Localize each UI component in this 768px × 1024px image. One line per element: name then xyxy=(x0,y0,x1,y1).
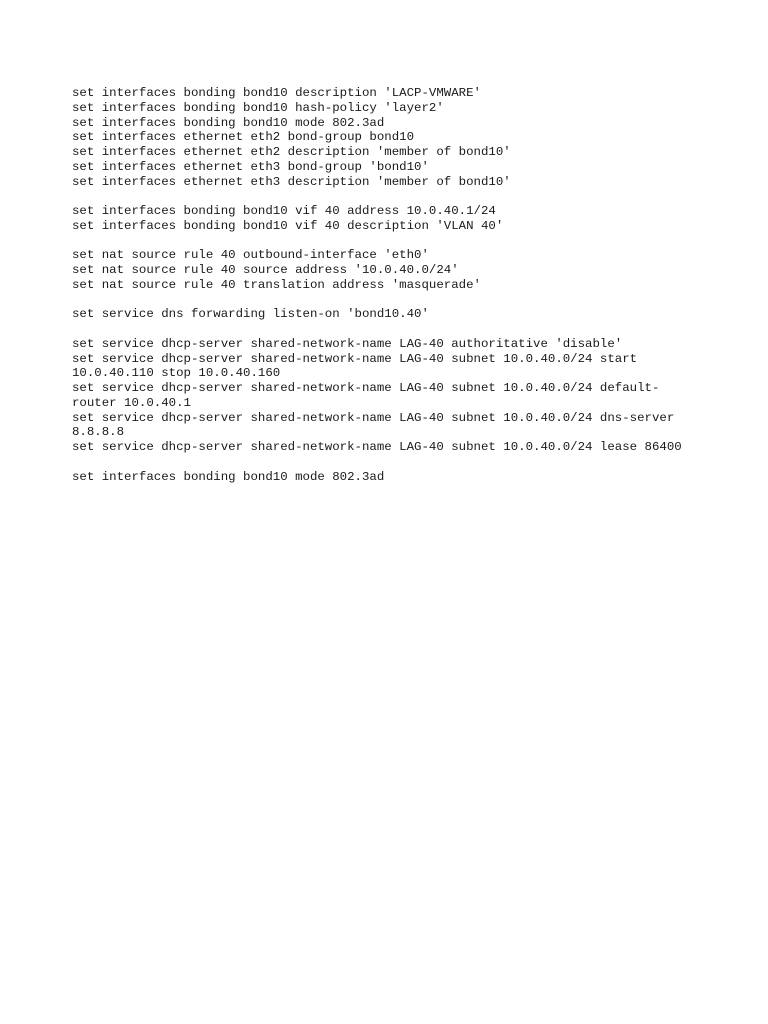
config-line: set nat source rule 40 outbound-interface 'eth0' xyxy=(72,248,429,263)
config-line: set nat source rule 40 translation address 'masquerade' xyxy=(72,277,481,292)
config-line: set interfaces bonding bond10 mode 802.3ad xyxy=(72,469,385,484)
config-line: set service dhcp-server shared-network-name LAG-40 subnet 10.0.40.0/24 dns-server xyxy=(72,410,675,425)
config-line: router 10.0.40.1 xyxy=(72,395,191,410)
nat-config-block xyxy=(72,248,696,292)
config-line: 10.0.40.110 stop 10.0.40.160 xyxy=(72,366,281,381)
config-line: set service dhcp-server shared-network-name LAG-40 authoritative 'disable' xyxy=(72,336,623,351)
config-line: set interfaces bonding bond10 hash-policy 'layer2' xyxy=(72,100,444,115)
config-line: set nat source rule 40 source address '10.0.40.0/24' xyxy=(72,263,459,277)
config-line: set service dhcp-server shared-network-name LAG-40 subnet 10.0.40.0/24 start xyxy=(72,351,638,366)
config-line: set service dhcp-server shared-network-name LAG-40 subnet 10.0.40.0/24 default- xyxy=(72,381,660,395)
dhcp-config-block xyxy=(72,337,696,455)
config-line: set interfaces ethernet eth2 description 'member of bond10' xyxy=(72,145,511,159)
config-line: set interfaces bonding bond10 mode 802.3ad xyxy=(72,115,385,130)
config-line: set interfaces bonding bond10 vif 40 description 'VLAN 40' xyxy=(72,218,504,233)
config-line: set interfaces ethernet eth3 description 'member of bond10' xyxy=(72,174,511,189)
config-line: set interfaces bonding bond10 vif 40 address 10.0.40.1/24 xyxy=(72,204,496,218)
config-line: set interfaces ethernet eth2 bond-group bond10 xyxy=(72,130,415,145)
config-line: set interfaces ethernet eth3 bond-group 'bond10' xyxy=(72,159,429,174)
bonding-config-block xyxy=(72,86,696,189)
config-line: set interfaces bonding bond10 description 'LACP-VMWARE' xyxy=(72,86,481,100)
bonding-mode-block xyxy=(72,470,696,485)
vif-config-block xyxy=(72,204,696,234)
config-line: 8.8.8.8 xyxy=(72,425,125,440)
dns-config-block xyxy=(72,307,696,322)
config-line: set service dns forwarding listen-on 'bond10.40' xyxy=(72,307,429,322)
config-document xyxy=(72,86,696,499)
config-line: set service dhcp-server shared-network-name LAG-40 subnet 10.0.40.0/24 lease 86400 xyxy=(72,440,682,454)
